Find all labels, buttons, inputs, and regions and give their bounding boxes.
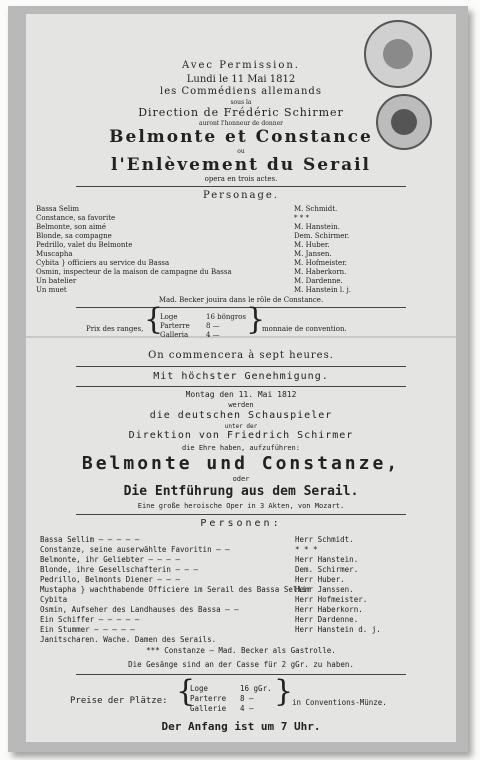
fr-role-name: Belmonte, son aimé [36, 223, 107, 231]
de-actor-name: Dem. Schirmer. [295, 565, 359, 574]
divider [76, 386, 406, 387]
de-direktion: Direktion von Friedrich Schirmer [128, 430, 354, 441]
fr-actor-name: M. Haberkorn. [294, 268, 347, 276]
de-price-amount: 16 gGr. [240, 684, 272, 693]
fr-role-name: Pedrillo, valet du Belmonte [36, 241, 133, 249]
de-anfang: Der Anfang ist um 7 Uhr. [161, 720, 321, 733]
brace-glyph: } [246, 302, 266, 337]
de-actor-name: Herr Schmidt. [295, 535, 354, 544]
fr-commencera: On commencera à sept heures. [148, 350, 334, 361]
fr-company: les Commédiens allemands [160, 86, 322, 97]
fr-role-name: Un muet [36, 286, 67, 294]
fr-price-place: Galleria [160, 331, 189, 339]
de-price-amount: 4 — [240, 704, 254, 713]
fr-title-main: Belmonte et Constance [109, 127, 373, 147]
fr-price-place: Parterre [160, 322, 190, 330]
de-price-place: Gallerie [190, 704, 227, 713]
fr-monnaie: monnaie de convention. [262, 325, 347, 333]
de-unter: unter der [224, 423, 258, 430]
fr-actor-name: M. Jansen. [294, 250, 332, 258]
de-price-amount: 8 — [240, 694, 254, 703]
de-actor-name: Herr Haberkorn. [295, 605, 363, 614]
de-role-name: Belmonte, ihr Geliebter — — — — [40, 555, 180, 564]
divider [76, 307, 406, 308]
de-actor-name: * * * [295, 545, 318, 554]
de-role-name: Osmin, Aufseher des Landhauses des Bassa — — [40, 605, 239, 614]
fr-actor-name: M. Hofmeister. [294, 259, 347, 267]
de-date: Montag den 11. Mai 1812 [185, 390, 297, 399]
de-gesaenge-note: Die Gesänge sind an der Casse für 2 gGr. zu haben. [128, 660, 354, 669]
fr-actor-name: M. Hanstein l. j. [294, 286, 352, 294]
fr-price-amount: 4 — [206, 331, 220, 339]
de-actor-name: Herr Huber. [295, 575, 345, 584]
fr-genre: opera en trois actes. [204, 175, 278, 183]
de-actor-name: Herr Hanstein. [295, 555, 359, 564]
fr-role-name: Constance, sa favorite [36, 214, 116, 222]
de-title-main: Belmonte und Constanze, [81, 453, 401, 474]
fr-price-amount: 8 — [206, 322, 220, 330]
de-price-place: Parterre [190, 694, 227, 703]
de-constanze-note: *** Constanze — Mad. Becker als Gastrolle. [146, 646, 336, 655]
fr-direction: Direction de Frédéric Schirmer [138, 106, 344, 119]
fr-becker-note: Mad. Becker jouira dans le rôle de Constance. [158, 296, 324, 304]
de-role-name: Ein Schiffer — — — — — [40, 615, 140, 624]
brace-glyph: } [274, 674, 294, 709]
de-price-place: Loge [190, 684, 209, 693]
divider [76, 514, 406, 515]
brace-glyph: { [144, 302, 164, 337]
de-role-name: Pedrillo, Belmonts Diener — — — [40, 575, 180, 584]
fr-role-name: Blonde, sa compagne [36, 232, 112, 240]
fr-actor-name: M. Hanstein. [294, 223, 340, 231]
de-werden: werden [228, 401, 254, 409]
de-personen-heading: Personen: [200, 518, 282, 529]
de-role-name: Janitscharen. Wache. Damen des Serails. [40, 635, 217, 644]
de-title-alt: Die Entführung aus dem Serail. [123, 484, 359, 499]
fr-actor-name: M. Dardenne. [294, 277, 343, 285]
de-genre: Eine große heroische Oper in 3 Akten, von Mozart. [137, 502, 345, 510]
de-genehmigung: Mit höchster Genehmigung. [153, 371, 329, 382]
brace-glyph: { [176, 674, 196, 709]
divider [76, 366, 406, 367]
de-muenze: in Conventions-Münze. [292, 698, 387, 707]
divider [76, 186, 406, 187]
de-actor-name: Herr Janssen. [295, 585, 354, 594]
fr-price-place: Loge [160, 313, 178, 321]
fr-actor-name: M. Huber. [294, 241, 330, 249]
fr-role-name: Muscapha [36, 250, 73, 258]
de-role-name: Ein Stummer — — — — — [40, 625, 135, 634]
de-role-name: Constanze, seine auserwählte Favoritin — — [40, 545, 230, 554]
fr-ou: ou [237, 148, 245, 155]
de-actor-name: Herr Dardenne. [295, 615, 359, 624]
fr-prix-label: Prix des ranges, [86, 325, 144, 333]
fr-actor-name: Dem. Schirmer. [294, 232, 350, 240]
fr-role-name: Bassa Selim [36, 205, 79, 213]
de-schauspieler: die deutschen Schauspieler [149, 410, 333, 421]
divider [76, 674, 406, 675]
fr-role-name: Cybita } officiers au service du Bassa [36, 259, 170, 267]
fr-title-alt: l'Enlèvement du Serail [110, 155, 372, 175]
fr-sous: sous la [230, 99, 252, 106]
fr-price-amount: 16 böngros [206, 313, 246, 321]
fr-role-name: Un batelier [36, 277, 77, 285]
de-role-name: Bassa Sellim — — — — — [40, 535, 140, 544]
de-role-name: Mustapha } wachthabende Officiere im Serail des Bassa Sellim [40, 585, 311, 594]
de-oder: oder [232, 475, 250, 483]
permission-line: Avec Permission. [182, 60, 300, 71]
de-role-name: Blonde, ihre Gesellschafterin — — — [40, 565, 199, 574]
de-preise-label: Preise der Plätze: [70, 696, 168, 706]
de-actor-name: Herr Hanstein d. j. [295, 625, 381, 634]
de-actor-name: Herr Hofmeister. [295, 595, 368, 604]
fr-actor-name: M. Schmidt. [294, 205, 338, 213]
playbill-document [26, 14, 456, 742]
fr-date: Lundi le 11 Mai 1812 [186, 74, 296, 85]
fr-actor-name: * * * [294, 214, 309, 222]
de-role-name: Cybita [40, 595, 68, 604]
fr-honneur: auront l'honneur de donner [199, 120, 283, 127]
fr-role-name: Osmin, inspecteur de la maison de campagne du Bassa [36, 268, 232, 276]
de-ehre: die Ehre haben, aufzuführen: [181, 444, 300, 452]
fr-personage-heading: Personage. [202, 190, 280, 201]
